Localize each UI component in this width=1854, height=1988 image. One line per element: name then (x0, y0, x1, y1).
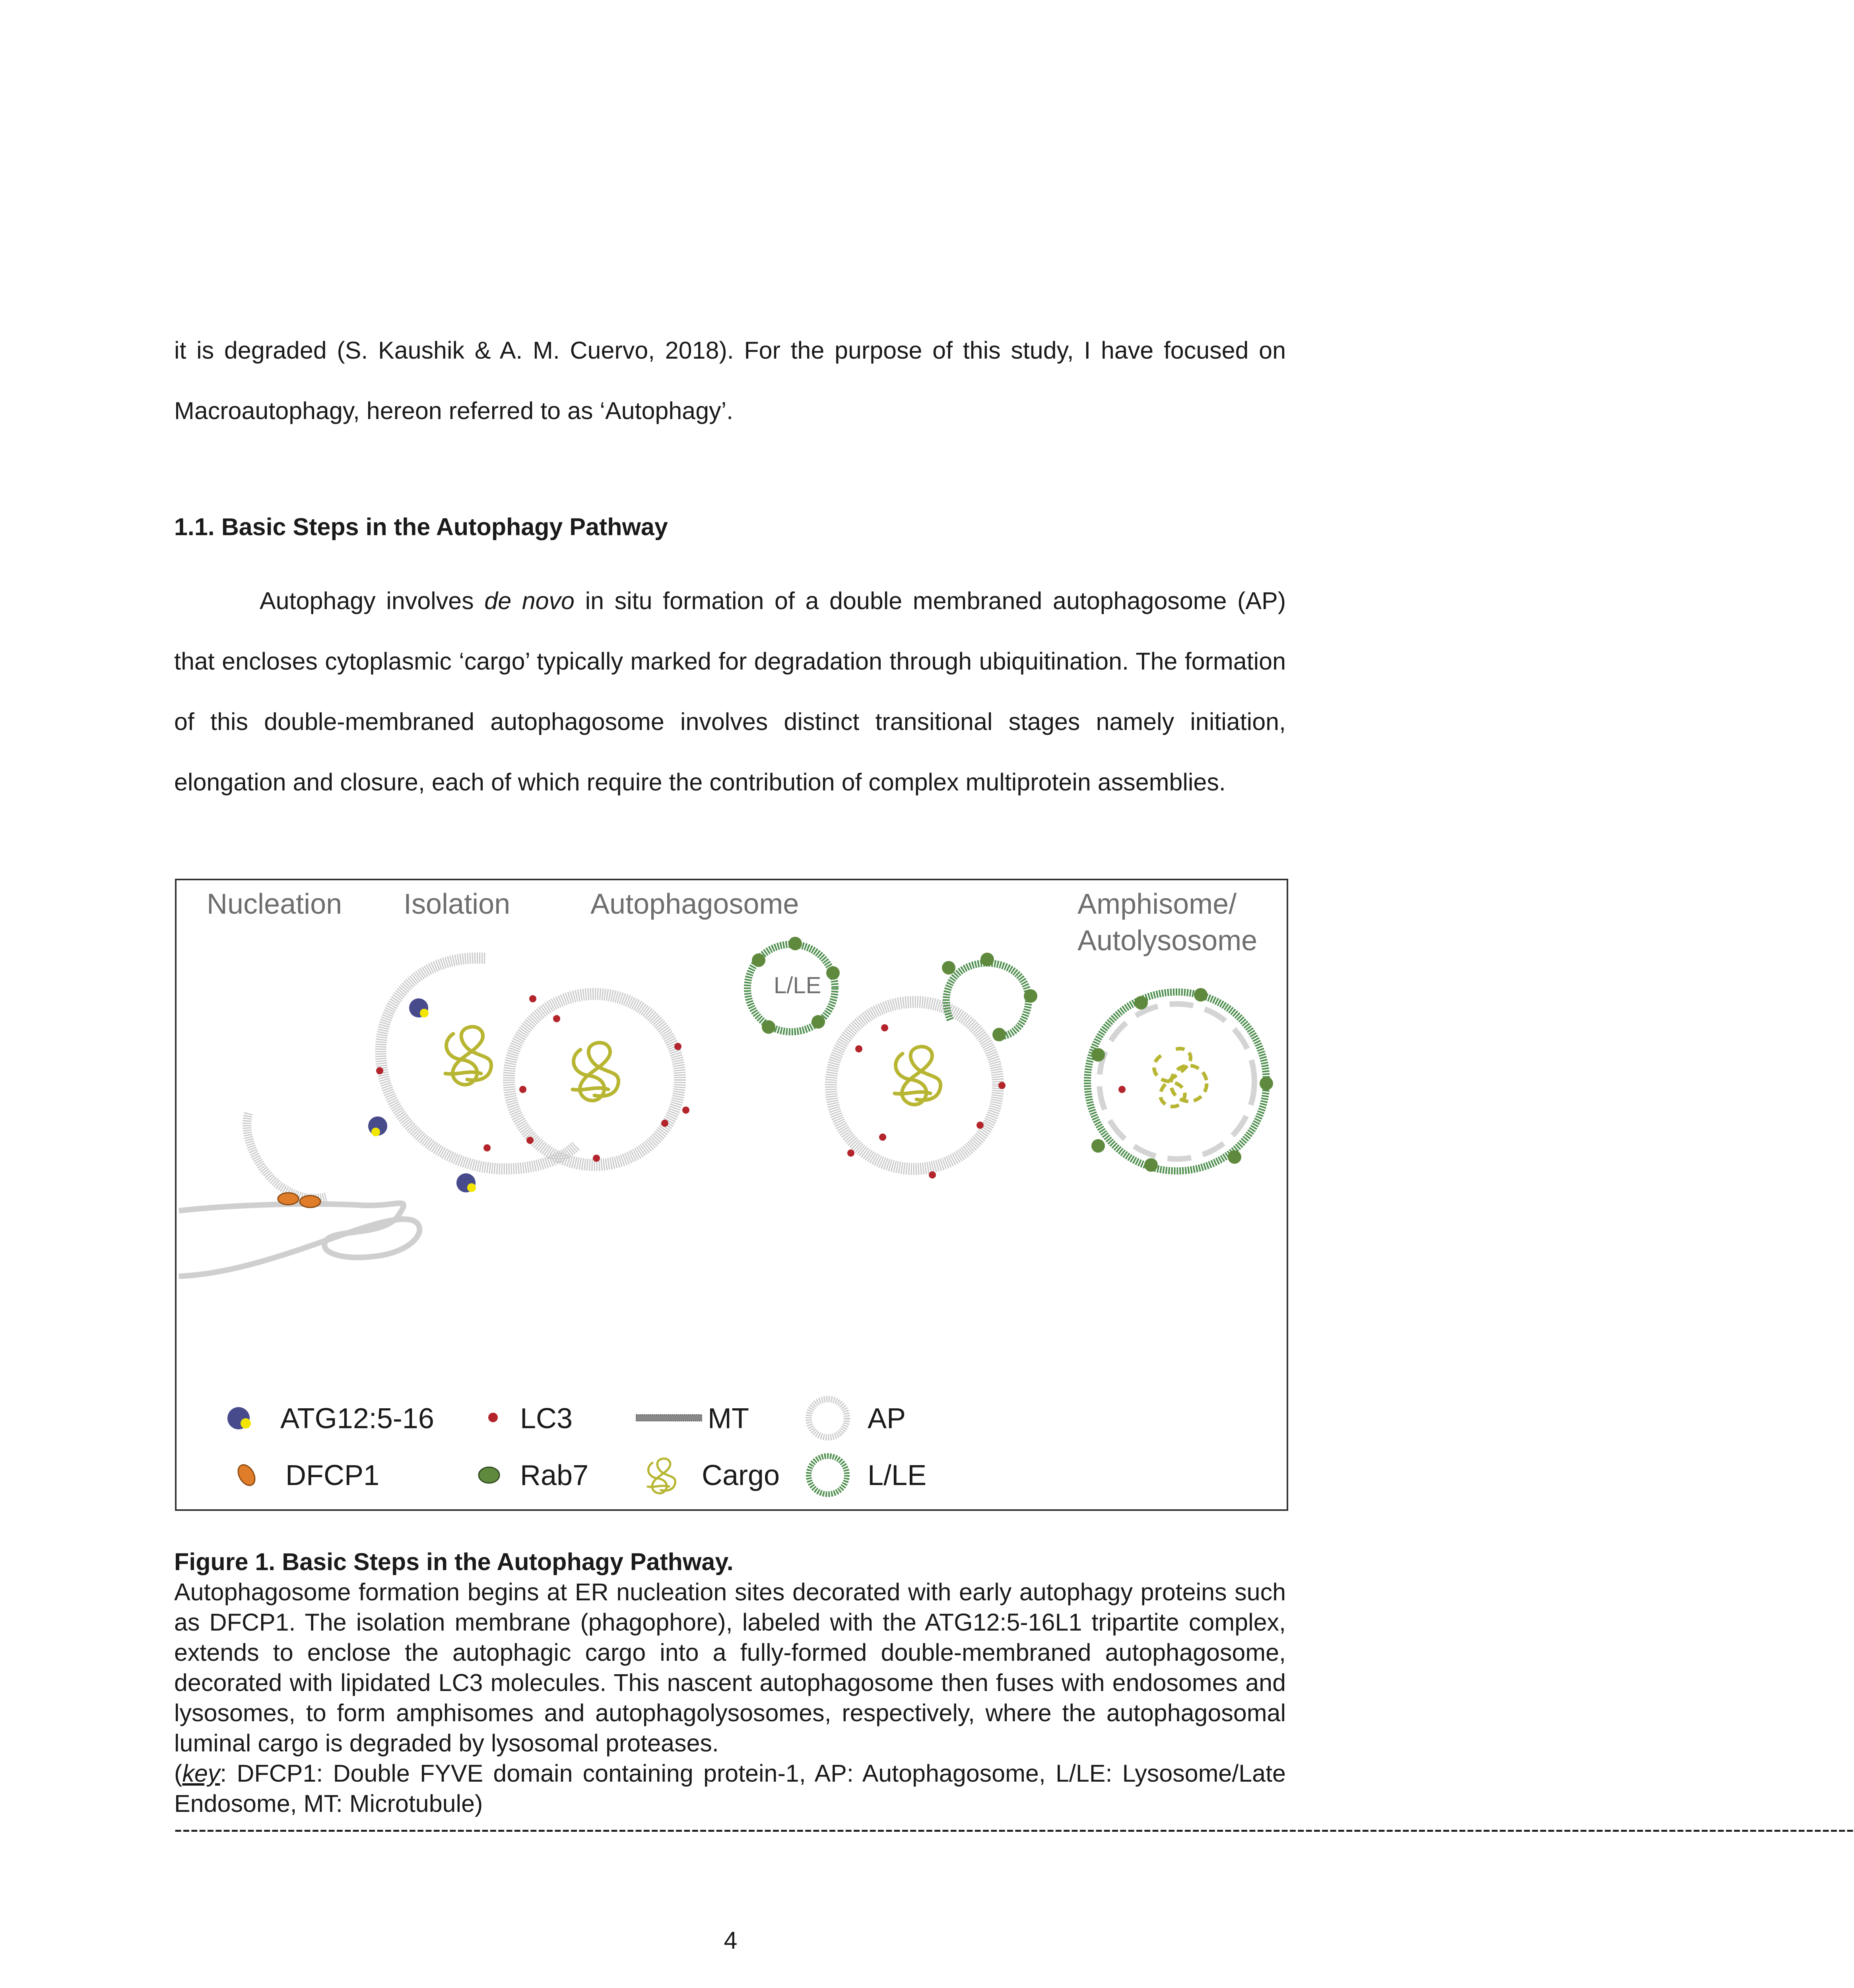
legend-mt-icon (636, 1415, 702, 1421)
page-number: 4 (724, 1927, 738, 1954)
lc3-protein (483, 1144, 491, 1151)
figure-caption (174, 1547, 1286, 1819)
lc3-protein (682, 1107, 689, 1114)
rab7-protein (1144, 1158, 1158, 1172)
rab7-protein (1134, 996, 1148, 1010)
rab7-protein (980, 953, 994, 966)
lle-label: L/LE (774, 973, 821, 998)
body-text-start: Autophagy involves (260, 587, 485, 614)
rab7-protein (788, 937, 802, 950)
rab7-protein (942, 961, 955, 975)
section-divider: ---------------------------------------------------------------------------------------------------------------------------------------------------------------------------------------------------------------- (174, 1815, 1854, 1842)
atg-dot (467, 1183, 476, 1192)
lc3-protein (1118, 1086, 1126, 1093)
lc3-protein (661, 1120, 668, 1127)
lc3-protein (998, 1082, 1006, 1089)
caption-key (174, 1758, 1286, 1819)
lc3-protein (674, 1043, 681, 1050)
lc3-protein (977, 1122, 984, 1129)
lc3-protein (519, 1086, 526, 1093)
caption-title: Figure 1. Basic Steps in the Autophagy Pathway. (174, 1548, 734, 1575)
lc3-protein (376, 1067, 383, 1074)
label-nucleation: Nucleation (207, 888, 342, 920)
body-text-italic: de novo (484, 587, 575, 614)
rab7-protein (752, 953, 765, 967)
legend-ap-label: AP (868, 1403, 906, 1435)
lc3-protein (847, 1149, 854, 1157)
legend-lle-label: L/LE (868, 1460, 927, 1491)
label-autolysosome: Autolysosome (1077, 925, 1258, 957)
lc3-protein (881, 1024, 888, 1031)
rab7-protein (811, 1015, 825, 1029)
section-heading: 1.1. Basic Steps in the Autophagy Pathway (174, 513, 668, 540)
legend-atg-dot (241, 1418, 251, 1429)
legend-lc3-icon (488, 1413, 498, 1422)
key-open-paren: ( (174, 1760, 182, 1787)
body-text-rest: in situ formation of a double membraned autophagosome (AP) that encloses cytoplasmic ‘cargo’ typically marked for degradation through ubiquitination. The formation of this double-membraned autophagosome involves distinct transitional stages namely initiation, elongation and closure, each of which require the contribution of complex multiprotein assemblies. (174, 587, 1286, 796)
rab7-protein (1228, 1150, 1241, 1164)
rab7-protein (1260, 1077, 1273, 1090)
lc3-protein (526, 1137, 534, 1144)
rab7-protein (1024, 989, 1037, 1003)
intro-paragraph: it is degraded (S. Kaushik & A. M. Cuervo, 2018). For the purpose of this study, I have focused on Macroautophagy, hereon referred to as ‘Autophagy’. (174, 337, 1286, 424)
rab7-protein (826, 966, 840, 980)
rab7-protein (762, 1020, 775, 1034)
legend-rab7-icon (479, 1467, 499, 1483)
label-autophagosome: Autophagosome (590, 888, 799, 920)
legend-atg-label: ATG12:5-16 (280, 1403, 434, 1435)
caption-body: Autophagosome formation begins at ER nucleation sites decorated with early autophagy proteins such as DFCP1. The isolation membrane (phagophore), labeled with the ATG12:5-16L1 tripartite complex, extends to enclose the autophagic cargo into a fully-formed double-membraned autophagosome, decorated with lipidated LC3 molecules. This nascent autophagosome then fuses with endosomes and lysosomes, to form amphisomes and autophagolysosomes, respectively, where the autophagosomal luminal cargo is degraded by lysosomal proteases. (174, 1578, 1286, 1757)
lc3-protein (879, 1134, 886, 1141)
legend-dfcp1-label: DFCP1 (285, 1460, 380, 1491)
lc3-protein (553, 1015, 560, 1022)
lc3-protein (929, 1171, 936, 1178)
rab7-protein (1091, 1139, 1105, 1153)
atg-dot (420, 1009, 429, 1017)
lc3-protein (593, 1155, 600, 1162)
legend-rab7-label: Rab7 (520, 1460, 589, 1491)
legend-cargo-label: Cargo (702, 1460, 780, 1491)
dfcp1-protein (300, 1196, 320, 1208)
rab7-protein (992, 1028, 1006, 1041)
key-definitions: : DFCP1: Double FYVE domain containing protein-1, AP: Autophagosome, L/LE: Lysosome/Late Endosome, MT: Microtubule) (174, 1760, 1286, 1817)
dfcp1-protein (278, 1193, 299, 1205)
legend-mt-label: MT (708, 1403, 749, 1435)
key-word: key (182, 1760, 220, 1787)
autophagy-figure (175, 879, 1288, 1511)
lc3-protein (855, 1045, 862, 1052)
label-amphisome: Amphisome/ (1077, 888, 1237, 920)
body-paragraph (174, 571, 1286, 812)
rab7-protein (1091, 1048, 1105, 1062)
atg-dot (371, 1128, 380, 1136)
label-isolation: Isolation (404, 888, 511, 920)
rab7-protein (1194, 988, 1208, 1002)
lc3-protein (529, 995, 536, 1002)
legend-lc3-label: LC3 (520, 1403, 573, 1435)
